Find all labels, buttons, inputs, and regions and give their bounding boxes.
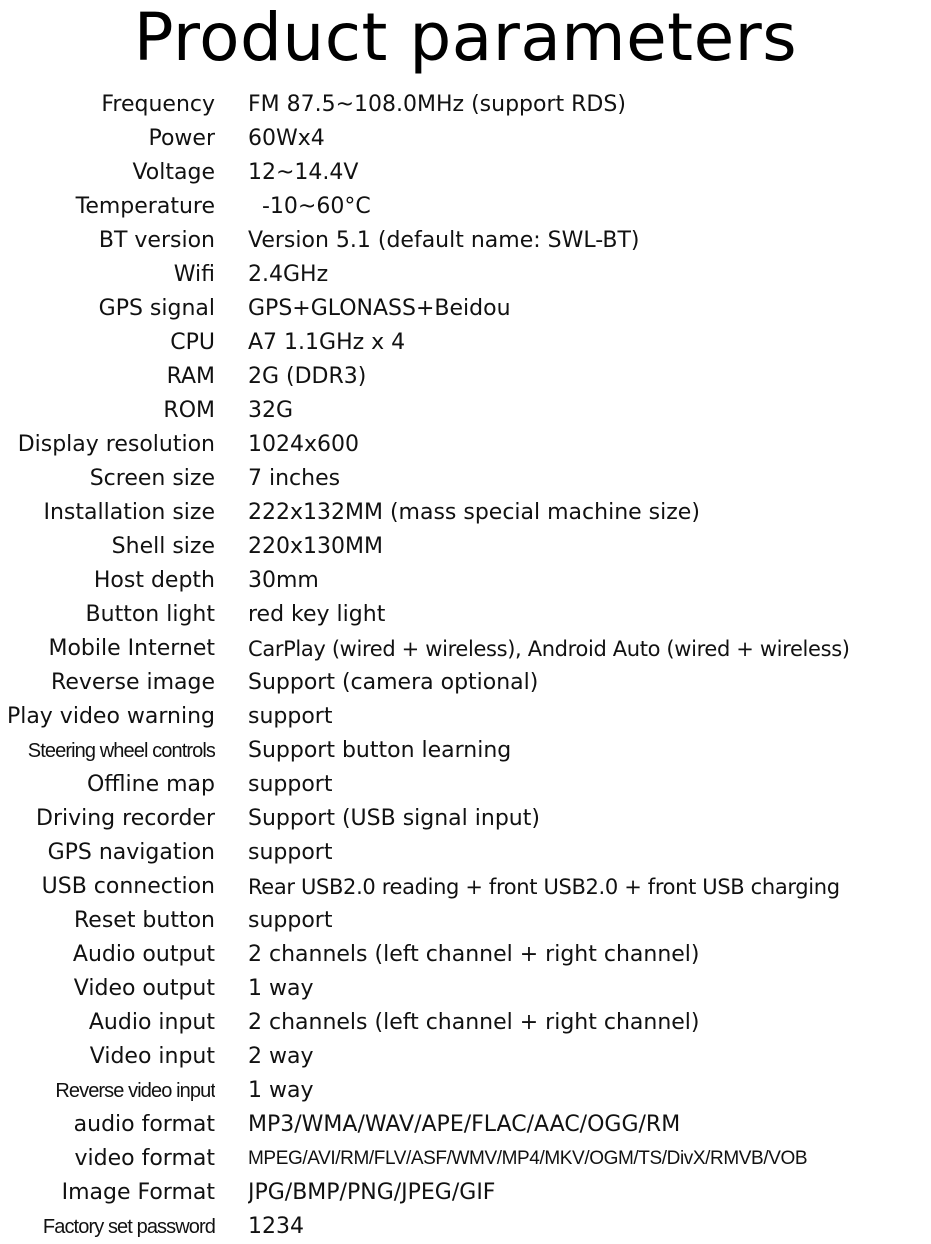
spec-value: Support (camera optional) [248,670,539,695]
spec-value: JPG/BMP/PNG/JPEG/GIF [248,1180,496,1205]
spec-row [0,1074,931,1108]
spec-row [0,1006,931,1040]
spec-row [0,870,931,904]
spec-label: Power [148,126,215,151]
spec-value: 7 inches [248,466,341,491]
spec-row [0,1040,931,1074]
spec-row [0,258,931,292]
spec-row [0,802,931,836]
spec-label: USB connection [41,874,215,899]
spec-label: Video output [73,976,215,1001]
spec-value: support [248,840,333,865]
spec-value: Rear USB2.0 reading + front USB2.0 + front USB charging [248,875,840,899]
spec-value: 2 channels (left channel + right channel) [248,942,700,967]
spec-label: BT version [98,228,215,253]
spec-value: 1 way [248,1078,314,1103]
spec-row [0,224,931,258]
spec-value: CarPlay (wired + wireless), Android Auto (wired + wireless) [248,637,850,661]
spec-row [0,938,931,972]
spec-label: Button light [85,602,215,627]
spec-value: -10~60°C [248,194,371,219]
spec-value: Support (USB signal input) [248,806,540,831]
spec-row [0,1210,931,1244]
spec-label: Screen size [89,466,215,491]
spec-label: Offline map [86,772,215,797]
spec-label: Reverse image [51,670,215,695]
spec-label: Wifi [173,262,215,287]
spec-value: 2 way [248,1044,314,1069]
spec-row [0,292,931,326]
spec-label: Audio input [88,1010,215,1035]
spec-value: MPEG/AVI/RM/FLV/ASF/WMV/MP4/MKV/OGM/TS/DivX/RMVB/VOB [248,1148,808,1169]
spec-value: GPS+GLONASS+Beidou [248,296,511,321]
spec-label: Audio output [72,942,215,967]
spec-value: A7 1.1GHz x 4 [248,330,406,355]
spec-label: video format [74,1146,215,1171]
spec-label: GPS navigation [47,840,215,865]
spec-value: 220x130MM [248,534,383,559]
spec-label: Video input [89,1044,215,1069]
spec-value: red key light [248,602,386,627]
spec-row [0,598,931,632]
spec-value: 12~14.4V [248,160,359,185]
spec-value: 2 channels (left channel + right channel) [248,1010,700,1035]
spec-row [0,972,931,1006]
spec-value: FM 87.5~108.0MHz (support RDS) [248,92,626,117]
spec-label: Steering wheel controls [27,740,215,762]
spec-row [0,1142,931,1176]
spec-value: 60Wx4 [248,126,325,151]
spec-value: 1234 [248,1214,304,1239]
spec-row [0,734,931,768]
spec-label: CPU [170,330,215,355]
spec-value: 32G [248,398,294,423]
spec-row [0,836,931,870]
spec-value: support [248,908,333,933]
spec-row [0,326,931,360]
spec-label: Driving recorder [36,806,215,831]
spec-row [0,360,931,394]
spec-value: Version 5.1 (default name: SWL-BT) [248,228,640,253]
spec-value: 1024x600 [248,432,359,457]
page-title: Product parameters [133,0,798,76]
spec-label: Reverse video input [55,1080,215,1102]
spec-label: Host depth [93,568,215,593]
spec-row [0,564,931,598]
spec-value: 30mm [248,568,319,593]
spec-value: 1 way [248,976,314,1001]
spec-value: 222x132MM (mass special machine size) [248,500,700,525]
spec-row [0,1176,931,1210]
spec-label: Mobile Internet [48,636,215,661]
spec-label: audio format [73,1112,215,1137]
spec-row [0,700,931,734]
spec-value: 2.4GHz [248,262,329,287]
spec-row [0,1108,931,1142]
spec-row [0,496,931,530]
spec-value: support [248,772,333,797]
spec-table [0,88,931,1244]
spec-label: Installation size [43,500,215,525]
spec-label: Image Format [61,1180,215,1205]
spec-row [0,632,931,666]
spec-label: Reset button [73,908,215,933]
spec-row [0,666,931,700]
spec-row [0,462,931,496]
spec-row [0,428,931,462]
spec-label: Temperature [75,194,215,219]
spec-row [0,88,931,122]
spec-value: support [248,704,333,729]
spec-row [0,122,931,156]
spec-label: Shell size [111,534,215,559]
spec-row [0,156,931,190]
spec-label: Display resolution [17,432,215,457]
spec-label: GPS signal [98,296,215,321]
spec-label: Play video warning [6,704,215,729]
spec-value: MP3/WMA/WAV/APE/FLAC/AAC/OGG/RM [248,1112,681,1137]
spec-row [0,904,931,938]
spec-value: Support button learning [248,738,512,763]
spec-label: Voltage [132,160,215,185]
spec-label: Factory set password [42,1216,215,1238]
spec-label: Frequency [101,92,215,117]
spec-label: RAM [166,364,215,389]
spec-label: ROM [163,398,215,423]
spec-row [0,768,931,802]
spec-row [0,530,931,564]
spec-value: 2G (DDR3) [248,364,367,389]
spec-row [0,394,931,428]
spec-row [0,190,931,224]
